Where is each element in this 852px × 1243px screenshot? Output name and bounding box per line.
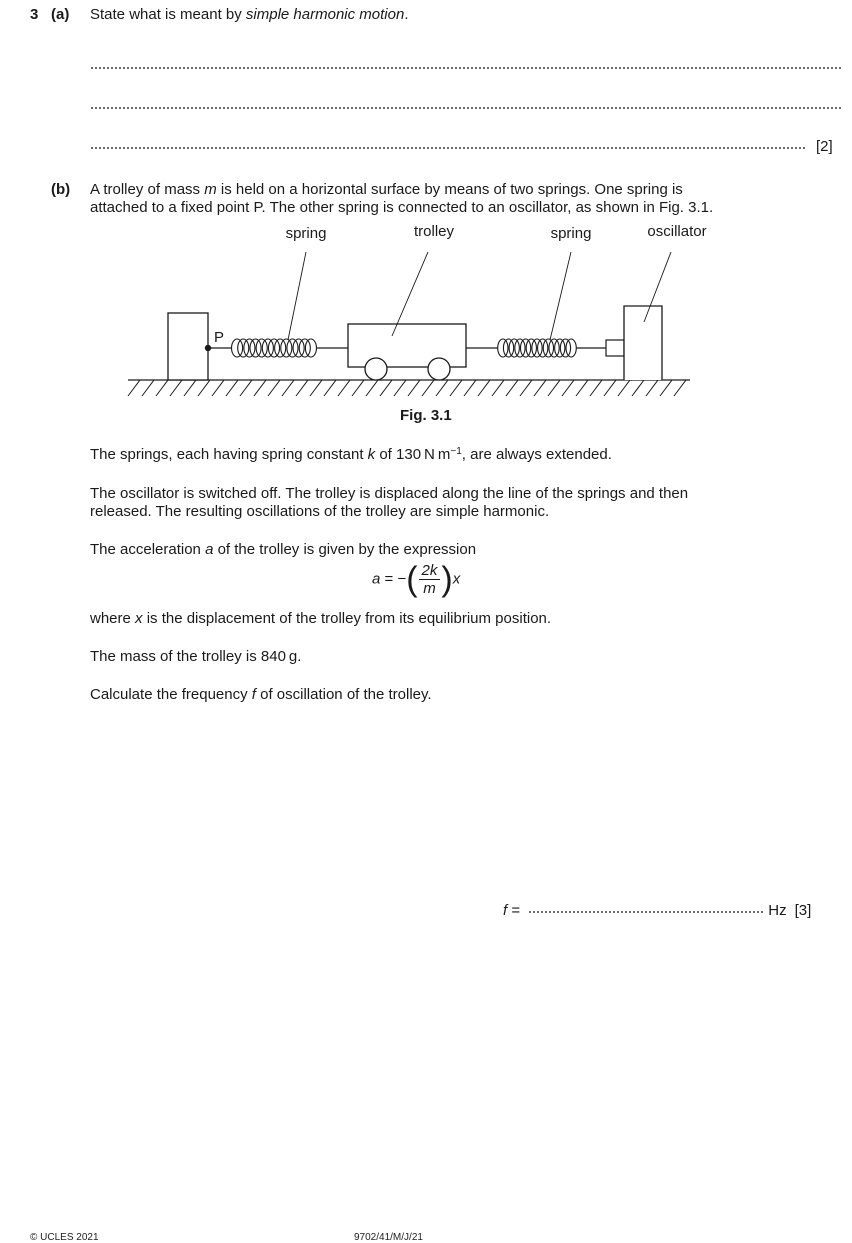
- label-oscillator: oscillator: [647, 223, 707, 240]
- oscillator-off-line1: The oscillator is switched off. The trolley is displaced along the line of the springs and then: [90, 485, 689, 502]
- equation-lhs: a: [372, 570, 381, 588]
- fraction-numerator: 2k: [419, 562, 441, 580]
- right-paren: ): [441, 560, 453, 599]
- equation-rhs: x: [452, 570, 461, 588]
- right-spring-coil: [498, 339, 577, 357]
- hatch-mark: [618, 380, 630, 396]
- coil-turn: [281, 339, 292, 357]
- oscillator-off-line2: released. The resulting oscillations of the trolley are simple harmonic.: [90, 503, 550, 520]
- coil-turn: [287, 339, 298, 357]
- hatch-mark: [674, 380, 686, 396]
- trolley-wheel-left: [365, 358, 387, 380]
- calculate-paragraph: [90, 686, 432, 703]
- left-paren: (: [406, 560, 418, 599]
- hatch-mark: [646, 380, 658, 396]
- part-b-marks: [3]: [794, 902, 812, 919]
- hatch-mark: [464, 380, 476, 396]
- hatch-mark: [198, 380, 210, 396]
- hatch-mark: [170, 380, 182, 396]
- label-spring-right: spring: [550, 225, 592, 242]
- hatch-mark: [352, 380, 364, 396]
- hatch-mark: [660, 380, 672, 396]
- coil-turn: [250, 339, 261, 357]
- coil-turn: [503, 339, 513, 357]
- coil-turn: [238, 339, 249, 357]
- answer-equals: =: [507, 902, 525, 919]
- para3-text-b: of the trolley is given by the expression: [213, 541, 477, 558]
- spring-constant-paragraph: [90, 446, 612, 463]
- part-a-prompt: [90, 6, 409, 23]
- frequency-symbol: f: [251, 686, 256, 703]
- trolley-body: [348, 324, 466, 367]
- para3-text-a: The acceleration: [90, 541, 206, 558]
- coil-turn: [232, 339, 243, 357]
- fixed-block: [168, 313, 208, 380]
- hatch-mark: [422, 380, 434, 396]
- hatch-mark: [142, 380, 154, 396]
- hatch-mark: [324, 380, 336, 396]
- part-b-intro-line1: [90, 181, 683, 198]
- hatch-mark: [562, 380, 574, 396]
- hatch-mark: [282, 380, 294, 396]
- hatch-mark: [436, 380, 448, 396]
- coil-turn: [515, 339, 525, 357]
- label-trolley: trolley: [413, 223, 455, 240]
- para1-text-b: of 130 N m: [375, 446, 451, 463]
- coil-turn: [498, 339, 508, 357]
- mass-symbol: m: [204, 181, 217, 198]
- hatch-mark: [408, 380, 420, 396]
- hatch-mark: [310, 380, 322, 396]
- hatch-mark: [226, 380, 238, 396]
- label-spring-left: spring: [285, 225, 327, 242]
- hatch-mark: [338, 380, 350, 396]
- hatch-mark: [268, 380, 280, 396]
- hatch-mark: [590, 380, 602, 396]
- hatch-mark: [534, 380, 546, 396]
- coil-turn: [509, 339, 519, 357]
- left-spring-coil: [232, 339, 317, 357]
- coil-turn: [293, 339, 304, 357]
- question-number: 3: [30, 6, 39, 23]
- hatch-mark: [366, 380, 378, 396]
- hatch-mark: [184, 380, 196, 396]
- coil-turn: [262, 339, 273, 357]
- hatch-mark: [506, 380, 518, 396]
- coil-turn: [543, 339, 553, 357]
- hatch-mark: [576, 380, 588, 396]
- equation-equals-minus: = −: [380, 570, 407, 588]
- hatch-mark: [520, 380, 532, 396]
- hatch-mark: [380, 380, 392, 396]
- coil-turn: [566, 339, 576, 357]
- footer-code: 9702/41/M/J/21: [354, 1232, 423, 1243]
- coil-turn: [538, 339, 548, 357]
- hatch-mark: [632, 380, 644, 396]
- answer-line-a2[interactable]: [90, 107, 842, 109]
- coil-turn: [555, 339, 565, 357]
- hatch-mark: [548, 380, 560, 396]
- hatch-mark: [156, 380, 168, 396]
- coil-turn: [268, 339, 279, 357]
- hatch-mark: [478, 380, 490, 396]
- figure-caption: Fig. 3.1: [400, 407, 452, 424]
- hatch-mark: [254, 380, 266, 396]
- part-a-label: (a): [51, 6, 70, 23]
- ground-hatching: [128, 380, 686, 396]
- coil-turn: [299, 339, 310, 357]
- oscillator-plunger: [606, 340, 624, 356]
- part-b-intro-line2: attached to a fixed point P. The other spring is connected to an oscillator, as shown in Fig. 3.1.: [90, 199, 714, 216]
- acceleration-paragraph: [90, 541, 476, 558]
- mass-paragraph: The mass of the trolley is 840 g.: [90, 648, 302, 665]
- para4-text-a: where: [90, 610, 136, 627]
- coil-turn: [526, 339, 536, 357]
- acceleration-symbol: a: [205, 541, 214, 558]
- part-a-prompt-suffix: .: [404, 6, 409, 23]
- spring-constant-symbol: k: [367, 446, 376, 463]
- trolley-wheel-right: [428, 358, 450, 380]
- hatch-mark: [212, 380, 224, 396]
- intro-text-b: is held on a horizontal surface by means of two springs. One spring is: [216, 181, 683, 198]
- coil-turn: [275, 339, 286, 357]
- unit-exponent: −1: [450, 446, 462, 457]
- oscillator-body: [624, 306, 662, 380]
- hatch-mark: [296, 380, 308, 396]
- coil-turn: [305, 339, 316, 357]
- coil-turn: [532, 339, 542, 357]
- hatch-mark: [240, 380, 252, 396]
- intro-text-a: A trolley of mass: [90, 181, 205, 198]
- answer-variable: f: [503, 902, 508, 919]
- para4-text-b: is the displacement of the trolley from its equilibrium position.: [142, 610, 552, 627]
- para6-text-a: Calculate the frequency: [90, 686, 252, 703]
- part-a-prompt-prefix: State what is meant by: [90, 6, 246, 23]
- hatch-mark: [394, 380, 406, 396]
- answer-dotted-field[interactable]: [528, 911, 764, 913]
- footer-copyright: © UCLES 2021: [30, 1232, 99, 1243]
- point-p-label: P: [214, 329, 225, 346]
- part-b-label: (b): [51, 181, 71, 198]
- answer-unit: Hz: [768, 902, 787, 919]
- coil-turn: [520, 339, 530, 357]
- equation-fraction: [419, 562, 441, 597]
- coil-turn: [244, 339, 255, 357]
- leader-spring-right: [550, 252, 571, 340]
- displacement-symbol: x: [135, 610, 143, 627]
- frequency-answer-line[interactable]: [503, 902, 811, 919]
- figure-3-1-diagram: [0, 210, 852, 430]
- coil-turn: [560, 339, 570, 357]
- part-a-prompt-italic: simple harmonic motion: [245, 6, 405, 23]
- fraction-denominator: m: [423, 580, 436, 597]
- displacement-paragraph: [90, 610, 551, 627]
- para1-text-c: , are always extended.: [461, 446, 612, 463]
- coil-turn: [256, 339, 267, 357]
- coil-turn: [549, 339, 559, 357]
- hatch-mark: [450, 380, 462, 396]
- hatch-mark: [492, 380, 504, 396]
- para1-text-a: The springs, each having spring constant: [90, 446, 368, 463]
- part-a-marks: [2]: [816, 138, 833, 155]
- para6-text-b: of oscillation of the trolley.: [255, 686, 432, 703]
- answer-line-a1[interactable]: [90, 67, 842, 69]
- answer-line-a3[interactable]: [90, 147, 806, 149]
- hatch-mark: [604, 380, 616, 396]
- acceleration-equation: [372, 562, 460, 597]
- leader-spring-left: [288, 252, 306, 340]
- hatch-mark: [128, 380, 140, 396]
